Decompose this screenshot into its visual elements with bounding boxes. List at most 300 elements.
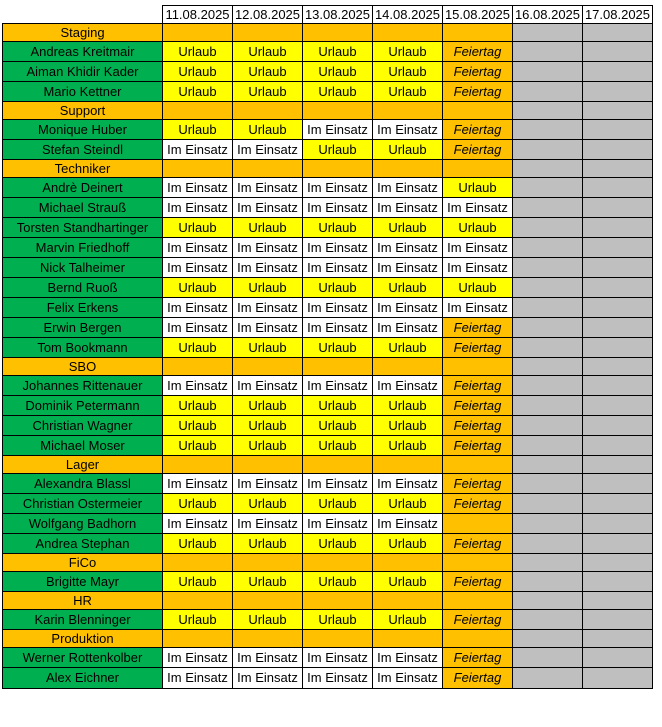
status-cell[interactable]: Im Einsatz <box>373 514 443 534</box>
status-cell[interactable]: Urlaub <box>163 416 233 436</box>
department-cell[interactable] <box>233 592 303 610</box>
employee-name[interactable]: Alex Eichner <box>3 668 163 689</box>
department-cell[interactable] <box>583 592 653 610</box>
department-name[interactable]: Staging <box>3 24 163 42</box>
status-cell[interactable]: Urlaub <box>233 416 303 436</box>
department-cell[interactable] <box>513 456 583 474</box>
status-cell[interactable] <box>583 198 653 218</box>
status-cell[interactable]: Im Einsatz <box>233 140 303 160</box>
department-cell[interactable] <box>373 554 443 572</box>
status-cell[interactable]: Im Einsatz <box>163 178 233 198</box>
status-cell[interactable]: Feiertag <box>443 648 513 668</box>
status-cell[interactable] <box>513 416 583 436</box>
status-cell[interactable]: Urlaub <box>163 82 233 102</box>
status-cell[interactable] <box>513 514 583 534</box>
department-cell[interactable] <box>513 630 583 648</box>
status-cell[interactable] <box>513 572 583 592</box>
department-cell[interactable] <box>513 24 583 42</box>
status-cell[interactable]: Urlaub <box>233 82 303 102</box>
status-cell[interactable] <box>583 258 653 278</box>
status-cell[interactable]: Feiertag <box>443 376 513 396</box>
status-cell[interactable] <box>583 668 653 689</box>
department-cell[interactable] <box>373 102 443 120</box>
status-cell[interactable]: Feiertag <box>443 572 513 592</box>
status-cell[interactable] <box>513 668 583 689</box>
date-header[interactable]: 11.08.2025 <box>163 6 233 24</box>
status-cell[interactable]: Im Einsatz <box>373 318 443 338</box>
status-cell[interactable] <box>583 494 653 514</box>
status-cell[interactable] <box>513 238 583 258</box>
status-cell[interactable]: Im Einsatz <box>163 514 233 534</box>
department-cell[interactable] <box>163 24 233 42</box>
employee-row <box>3 514 653 534</box>
status-cell[interactable]: Im Einsatz <box>233 376 303 396</box>
status-cell[interactable] <box>583 42 653 62</box>
status-cell[interactable]: Im Einsatz <box>303 514 373 534</box>
status-cell[interactable]: Urlaub <box>163 396 233 416</box>
status-cell[interactable]: Im Einsatz <box>233 648 303 668</box>
status-cell[interactable]: Im Einsatz <box>373 238 443 258</box>
status-cell[interactable] <box>583 610 653 630</box>
employee-row <box>3 62 653 82</box>
employee-name[interactable]: Wolfgang Badhorn <box>3 514 163 534</box>
status-cell[interactable] <box>513 494 583 514</box>
status-cell[interactable]: Feiertag <box>443 140 513 160</box>
status-cell[interactable]: Im Einsatz <box>163 298 233 318</box>
status-cell[interactable]: Urlaub <box>373 572 443 592</box>
department-cell[interactable] <box>513 592 583 610</box>
department-name[interactable]: Lager <box>3 456 163 474</box>
status-cell[interactable]: Im Einsatz <box>233 668 303 689</box>
employee-name[interactable]: Andreas Kreitmair <box>3 42 163 62</box>
status-cell[interactable]: Urlaub <box>303 82 373 102</box>
status-cell[interactable]: Urlaub <box>303 218 373 238</box>
status-cell[interactable]: Im Einsatz <box>233 514 303 534</box>
department-cell[interactable] <box>583 160 653 178</box>
date-header[interactable]: 13.08.2025 <box>303 6 373 24</box>
employee-row <box>3 338 653 358</box>
status-cell[interactable]: Feiertag <box>443 474 513 494</box>
department-cell[interactable] <box>303 456 373 474</box>
status-cell[interactable]: Urlaub <box>233 572 303 592</box>
status-cell[interactable] <box>513 82 583 102</box>
employee-name[interactable]: Christian Wagner <box>3 416 163 436</box>
status-cell[interactable]: Urlaub <box>303 572 373 592</box>
employee-name[interactable]: Dominik Petermann <box>3 396 163 416</box>
status-cell[interactable] <box>583 436 653 456</box>
status-cell[interactable]: Urlaub <box>163 338 233 358</box>
status-cell[interactable]: Urlaub <box>303 436 373 456</box>
employee-row <box>3 572 653 592</box>
status-cell[interactable]: Urlaub <box>233 436 303 456</box>
status-cell[interactable] <box>513 218 583 238</box>
department-cell[interactable] <box>513 358 583 376</box>
status-cell[interactable]: Feiertag <box>443 338 513 358</box>
date-header[interactable]: 14.08.2025 <box>373 6 443 24</box>
status-cell[interactable] <box>513 376 583 396</box>
date-header[interactable]: 16.08.2025 <box>513 6 583 24</box>
status-cell[interactable]: Im Einsatz <box>303 238 373 258</box>
department-cell[interactable] <box>163 630 233 648</box>
status-cell[interactable]: Im Einsatz <box>443 198 513 218</box>
department-cell[interactable] <box>233 358 303 376</box>
status-cell[interactable]: Urlaub <box>233 494 303 514</box>
department-cell[interactable] <box>233 160 303 178</box>
status-cell[interactable] <box>513 258 583 278</box>
department-cell[interactable] <box>373 592 443 610</box>
employee-row <box>3 416 653 436</box>
status-cell[interactable]: Im Einsatz <box>373 198 443 218</box>
status-cell[interactable]: Urlaub <box>163 610 233 630</box>
department-cell[interactable] <box>373 358 443 376</box>
employee-name[interactable]: Brigitte Mayr <box>3 572 163 592</box>
department-name[interactable]: SBO <box>3 358 163 376</box>
department-cell[interactable] <box>583 102 653 120</box>
status-cell[interactable] <box>513 610 583 630</box>
status-cell[interactable]: Feiertag <box>443 120 513 140</box>
status-cell[interactable] <box>583 474 653 494</box>
status-cell[interactable] <box>583 298 653 318</box>
status-cell[interactable]: Im Einsatz <box>163 238 233 258</box>
status-cell[interactable]: Feiertag <box>443 318 513 338</box>
department-cell[interactable] <box>163 456 233 474</box>
status-cell[interactable] <box>583 572 653 592</box>
status-cell[interactable] <box>583 178 653 198</box>
department-cell[interactable] <box>443 160 513 178</box>
department-row <box>3 102 653 120</box>
department-cell[interactable] <box>163 554 233 572</box>
status-cell[interactable]: Urlaub <box>163 218 233 238</box>
status-cell[interactable]: Im Einsatz <box>303 258 373 278</box>
status-cell[interactable] <box>583 238 653 258</box>
status-cell[interactable]: Feiertag <box>443 610 513 630</box>
schedule-table <box>2 5 653 689</box>
department-cell[interactable] <box>303 24 373 42</box>
department-cell[interactable] <box>373 160 443 178</box>
department-cell[interactable] <box>303 160 373 178</box>
status-cell[interactable]: Im Einsatz <box>163 258 233 278</box>
status-cell[interactable]: Im Einsatz <box>373 178 443 198</box>
status-cell[interactable]: Urlaub <box>233 120 303 140</box>
employee-name[interactable]: Karin Blenninger <box>3 610 163 630</box>
status-cell[interactable]: Urlaub <box>373 278 443 298</box>
status-cell[interactable]: Urlaub <box>233 338 303 358</box>
status-cell[interactable]: Urlaub <box>303 416 373 436</box>
status-cell[interactable]: Im Einsatz <box>373 668 443 689</box>
status-cell[interactable]: Im Einsatz <box>303 318 373 338</box>
status-cell[interactable] <box>513 140 583 160</box>
status-cell[interactable]: Urlaub <box>163 494 233 514</box>
employee-row <box>3 648 653 668</box>
department-cell[interactable] <box>303 592 373 610</box>
status-cell[interactable] <box>513 198 583 218</box>
status-cell[interactable]: Urlaub <box>373 62 443 82</box>
department-cell[interactable] <box>443 592 513 610</box>
status-cell[interactable] <box>513 338 583 358</box>
employee-row <box>3 318 653 338</box>
department-row <box>3 592 653 610</box>
status-cell[interactable]: Urlaub <box>233 42 303 62</box>
employee-row <box>3 238 653 258</box>
department-cell[interactable] <box>583 554 653 572</box>
status-cell[interactable]: Urlaub <box>373 82 443 102</box>
department-cell[interactable] <box>233 102 303 120</box>
status-cell[interactable]: Urlaub <box>373 42 443 62</box>
status-cell[interactable]: Feiertag <box>443 534 513 554</box>
status-cell[interactable]: Urlaub <box>233 610 303 630</box>
status-cell[interactable] <box>513 62 583 82</box>
status-cell[interactable] <box>513 474 583 494</box>
department-cell[interactable] <box>583 456 653 474</box>
status-cell[interactable] <box>513 120 583 140</box>
status-cell[interactable] <box>583 396 653 416</box>
status-cell[interactable]: Im Einsatz <box>373 648 443 668</box>
employee-name[interactable]: Torsten Standhartinger <box>3 218 163 238</box>
employee-name[interactable]: Aiman Khidir Kader <box>3 62 163 82</box>
status-cell[interactable]: Im Einsatz <box>233 318 303 338</box>
status-cell[interactable] <box>513 436 583 456</box>
status-cell[interactable] <box>513 318 583 338</box>
status-cell[interactable] <box>583 416 653 436</box>
status-cell[interactable]: Urlaub <box>373 416 443 436</box>
status-cell[interactable]: Im Einsatz <box>443 298 513 318</box>
employee-name[interactable]: Monique Huber <box>3 120 163 140</box>
status-cell[interactable]: Urlaub <box>373 494 443 514</box>
department-cell[interactable] <box>303 102 373 120</box>
department-cell[interactable] <box>233 554 303 572</box>
status-cell[interactable]: Urlaub <box>303 62 373 82</box>
status-cell[interactable]: Urlaub <box>373 218 443 238</box>
corner-cell[interactable] <box>3 6 163 24</box>
status-cell[interactable]: Im Einsatz <box>233 178 303 198</box>
status-cell[interactable]: Im Einsatz <box>443 258 513 278</box>
status-cell[interactable]: Urlaub <box>163 436 233 456</box>
department-cell[interactable] <box>233 456 303 474</box>
status-cell[interactable] <box>513 42 583 62</box>
status-cell[interactable] <box>583 120 653 140</box>
status-cell[interactable]: Urlaub <box>233 218 303 238</box>
status-cell[interactable]: Feiertag <box>443 436 513 456</box>
status-cell[interactable] <box>583 514 653 534</box>
status-cell[interactable]: Im Einsatz <box>163 198 233 218</box>
employee-row <box>3 278 653 298</box>
status-cell[interactable] <box>583 318 653 338</box>
department-cell[interactable] <box>443 24 513 42</box>
employee-name[interactable]: Michael Strauß <box>3 198 163 218</box>
status-cell[interactable]: Urlaub <box>233 534 303 554</box>
status-cell[interactable]: Im Einsatz <box>163 474 233 494</box>
status-cell[interactable]: Urlaub <box>373 338 443 358</box>
status-cell[interactable]: Urlaub <box>303 396 373 416</box>
status-cell[interactable]: Im Einsatz <box>163 318 233 338</box>
status-cell[interactable]: Urlaub <box>233 396 303 416</box>
status-cell[interactable]: Urlaub <box>443 278 513 298</box>
status-cell[interactable]: Urlaub <box>163 42 233 62</box>
employee-name[interactable]: Werner Rottenkolber <box>3 648 163 668</box>
status-cell[interactable]: Urlaub <box>163 572 233 592</box>
employee-name[interactable]: Mario Kettner <box>3 82 163 102</box>
department-cell[interactable] <box>513 554 583 572</box>
department-cell[interactable] <box>163 102 233 120</box>
status-cell[interactable] <box>513 178 583 198</box>
status-cell[interactable] <box>583 62 653 82</box>
status-cell[interactable]: Im Einsatz <box>303 198 373 218</box>
status-cell[interactable] <box>583 534 653 554</box>
status-cell[interactable] <box>583 140 653 160</box>
status-cell[interactable]: Urlaub <box>303 140 373 160</box>
status-cell[interactable]: Urlaub <box>163 278 233 298</box>
status-cell[interactable]: Im Einsatz <box>233 258 303 278</box>
status-cell[interactable]: Im Einsatz <box>163 140 233 160</box>
employee-name[interactable]: Christian Ostermeier <box>3 494 163 514</box>
department-cell[interactable] <box>233 630 303 648</box>
status-cell[interactable]: Im Einsatz <box>303 120 373 140</box>
status-cell[interactable]: Im Einsatz <box>233 198 303 218</box>
employee-row <box>3 610 653 630</box>
employee-name[interactable]: Alexandra Blassl <box>3 474 163 494</box>
status-cell[interactable]: Urlaub <box>373 436 443 456</box>
employee-name[interactable]: Andrè Deinert <box>3 178 163 198</box>
status-cell[interactable] <box>513 534 583 554</box>
status-cell[interactable]: Urlaub <box>233 278 303 298</box>
status-cell[interactable]: Feiertag <box>443 668 513 689</box>
status-cell[interactable]: Im Einsatz <box>163 648 233 668</box>
department-name[interactable]: Techniker <box>3 160 163 178</box>
status-cell[interactable] <box>513 648 583 668</box>
status-cell[interactable]: Feiertag <box>443 396 513 416</box>
employee-name[interactable]: Andrea Stephan <box>3 534 163 554</box>
employee-row <box>3 140 653 160</box>
date-header[interactable]: 15.08.2025 <box>443 6 513 24</box>
department-cell[interactable] <box>443 554 513 572</box>
department-name[interactable]: Support <box>3 102 163 120</box>
status-cell[interactable]: Urlaub <box>303 338 373 358</box>
department-cell[interactable] <box>373 630 443 648</box>
employee-row <box>3 120 653 140</box>
status-cell[interactable]: Feiertag <box>443 62 513 82</box>
status-cell[interactable]: Im Einsatz <box>373 474 443 494</box>
department-cell[interactable] <box>303 630 373 648</box>
status-cell[interactable]: Urlaub <box>443 218 513 238</box>
status-cell[interactable]: Urlaub <box>303 278 373 298</box>
status-cell[interactable]: Im Einsatz <box>443 238 513 258</box>
status-cell[interactable] <box>583 278 653 298</box>
status-cell[interactable] <box>583 82 653 102</box>
date-header[interactable]: 12.08.2025 <box>233 6 303 24</box>
status-cell[interactable] <box>513 396 583 416</box>
status-cell[interactable]: Urlaub <box>303 610 373 630</box>
date-header[interactable]: 17.08.2025 <box>583 6 653 24</box>
status-cell[interactable]: Urlaub <box>373 610 443 630</box>
employee-name[interactable]: Michael Moser <box>3 436 163 456</box>
status-cell[interactable]: Im Einsatz <box>303 298 373 318</box>
status-cell[interactable]: Im Einsatz <box>303 474 373 494</box>
department-cell[interactable] <box>163 592 233 610</box>
status-cell[interactable]: Im Einsatz <box>303 376 373 396</box>
employee-row <box>3 258 653 278</box>
department-cell[interactable] <box>373 24 443 42</box>
department-cell[interactable] <box>303 358 373 376</box>
status-cell[interactable] <box>583 218 653 238</box>
employee-name[interactable]: Felix Erkens <box>3 298 163 318</box>
status-cell[interactable]: Im Einsatz <box>373 120 443 140</box>
department-cell[interactable] <box>443 456 513 474</box>
employee-name[interactable]: Nick Talheimer <box>3 258 163 278</box>
status-cell[interactable]: Feiertag <box>443 42 513 62</box>
employee-name[interactable]: Erwin Bergen <box>3 318 163 338</box>
department-name[interactable]: HR <box>3 592 163 610</box>
employee-row <box>3 376 653 396</box>
status-cell[interactable]: Urlaub <box>163 120 233 140</box>
employee-name[interactable]: Tom Bookmann <box>3 338 163 358</box>
status-cell[interactable]: Urlaub <box>443 178 513 198</box>
department-cell[interactable] <box>373 456 443 474</box>
department-cell[interactable] <box>443 358 513 376</box>
department-cell[interactable] <box>583 358 653 376</box>
department-cell[interactable] <box>443 630 513 648</box>
status-cell[interactable] <box>583 338 653 358</box>
department-cell[interactable] <box>583 630 653 648</box>
status-cell[interactable]: Im Einsatz <box>163 376 233 396</box>
status-cell[interactable]: Im Einsatz <box>303 178 373 198</box>
status-cell[interactable]: Im Einsatz <box>303 648 373 668</box>
status-cell[interactable]: Im Einsatz <box>233 298 303 318</box>
status-cell[interactable]: Im Einsatz <box>373 298 443 318</box>
department-cell[interactable] <box>583 24 653 42</box>
status-cell[interactable]: Urlaub <box>233 62 303 82</box>
department-cell[interactable] <box>303 554 373 572</box>
status-cell[interactable]: Urlaub <box>303 494 373 514</box>
status-cell[interactable]: Feiertag <box>443 494 513 514</box>
status-cell[interactable]: Feiertag <box>443 82 513 102</box>
status-cell[interactable] <box>513 278 583 298</box>
status-cell[interactable]: Im Einsatz <box>373 376 443 396</box>
status-cell[interactable]: Urlaub <box>163 534 233 554</box>
employee-name[interactable]: Stefan Steindl <box>3 140 163 160</box>
department-cell[interactable] <box>163 358 233 376</box>
status-cell[interactable] <box>583 648 653 668</box>
department-cell[interactable] <box>163 160 233 178</box>
employee-row <box>3 198 653 218</box>
status-cell[interactable] <box>513 298 583 318</box>
status-cell[interactable]: Feiertag <box>443 416 513 436</box>
status-cell[interactable] <box>443 514 513 534</box>
status-cell[interactable]: Im Einsatz <box>233 474 303 494</box>
department-cell[interactable] <box>443 102 513 120</box>
employee-row <box>3 474 653 494</box>
status-cell[interactable]: Urlaub <box>303 42 373 62</box>
status-cell[interactable]: Im Einsatz <box>303 668 373 689</box>
status-cell[interactable]: Urlaub <box>373 140 443 160</box>
department-cell[interactable] <box>513 102 583 120</box>
employee-name[interactable]: Bernd Ruoß <box>3 278 163 298</box>
status-cell[interactable]: Urlaub <box>373 534 443 554</box>
status-cell[interactable]: Im Einsatz <box>233 238 303 258</box>
department-cell[interactable] <box>233 24 303 42</box>
status-cell[interactable]: Urlaub <box>303 534 373 554</box>
employee-row <box>3 178 653 198</box>
status-cell[interactable] <box>583 376 653 396</box>
status-cell[interactable]: Im Einsatz <box>373 258 443 278</box>
employee-name[interactable]: Johannes Rittenauer <box>3 376 163 396</box>
department-cell[interactable] <box>513 160 583 178</box>
employee-name[interactable]: Marvin Friedhoff <box>3 238 163 258</box>
status-cell[interactable]: Urlaub <box>373 396 443 416</box>
department-name[interactable]: Produktion <box>3 630 163 648</box>
status-cell[interactable]: Urlaub <box>163 62 233 82</box>
department-name[interactable]: FiCo <box>3 554 163 572</box>
status-cell[interactable]: Im Einsatz <box>163 668 233 689</box>
